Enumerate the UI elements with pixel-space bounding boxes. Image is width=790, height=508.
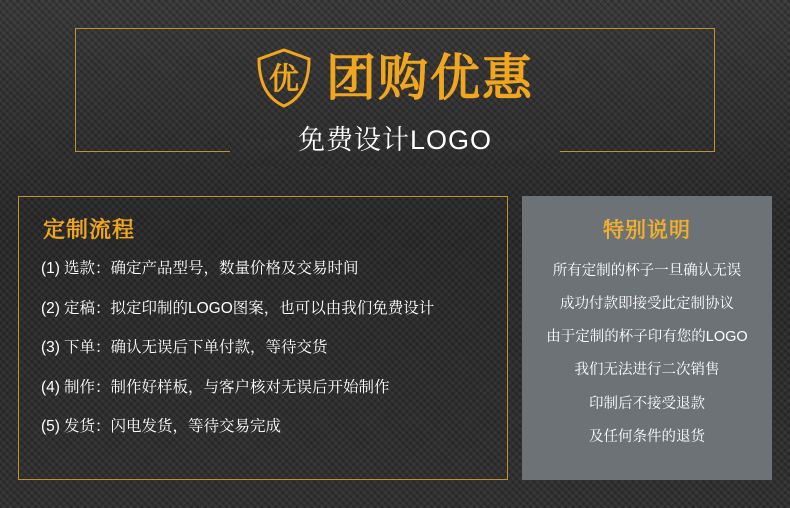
- svg-text:优: 优: [269, 62, 299, 97]
- page-title: 团购优惠: [326, 50, 534, 106]
- step-description: 确认无误后下单付款，等待交货: [110, 339, 328, 357]
- step-index: (4): [41, 378, 60, 396]
- process-panel-title: 定制流程: [43, 217, 136, 242]
- notice-line: 成功付款即接受此定制协议: [560, 296, 734, 313]
- step-index: (5): [41, 418, 60, 436]
- step-index: (1): [41, 260, 60, 277]
- step-description: 制作好样板，与客户核对无误后开始制作: [110, 378, 390, 396]
- list-item: [41, 260, 489, 279]
- list-item: [41, 418, 489, 437]
- step-name: 选款：: [63, 260, 111, 277]
- page-subtitle: 免费设计LOGO: [297, 125, 493, 155]
- step-description: 拟定印制的LOGO图案，也可以由我们免费设计: [110, 299, 435, 317]
- content-panels: [18, 196, 772, 480]
- notice-panel-title: 特别说明: [603, 219, 691, 242]
- step-index: (2): [41, 299, 60, 317]
- notice-line: 及任何条件的退货: [589, 428, 705, 445]
- list-item: [41, 339, 489, 358]
- step-name: 定稿：: [63, 299, 111, 317]
- step-description: 闪电发货，等待交易完成: [110, 418, 281, 436]
- process-step-list: [41, 260, 489, 437]
- notice-line: 我们无法进行二次销售: [574, 362, 720, 379]
- notice-line: 所有定制的杯子一旦确认无误: [552, 263, 742, 279]
- step-name: 发货：: [63, 418, 111, 436]
- step-name: 下单：: [63, 339, 111, 357]
- notice-line: 印制后不接受退款: [589, 395, 705, 412]
- shield-badge-icon: [256, 48, 312, 108]
- notice-panel: [522, 196, 772, 480]
- list-item: [41, 379, 489, 398]
- notice-line: 由于定制的杯子印有您的LOGO: [546, 329, 748, 346]
- step-name: 制作：: [63, 378, 111, 396]
- step-index: (3): [41, 339, 60, 357]
- list-item: [41, 300, 489, 319]
- process-panel: [18, 196, 508, 480]
- step-description: 确定产品型号，数量价格及交易时间: [110, 260, 359, 277]
- header-title-row: [0, 48, 790, 108]
